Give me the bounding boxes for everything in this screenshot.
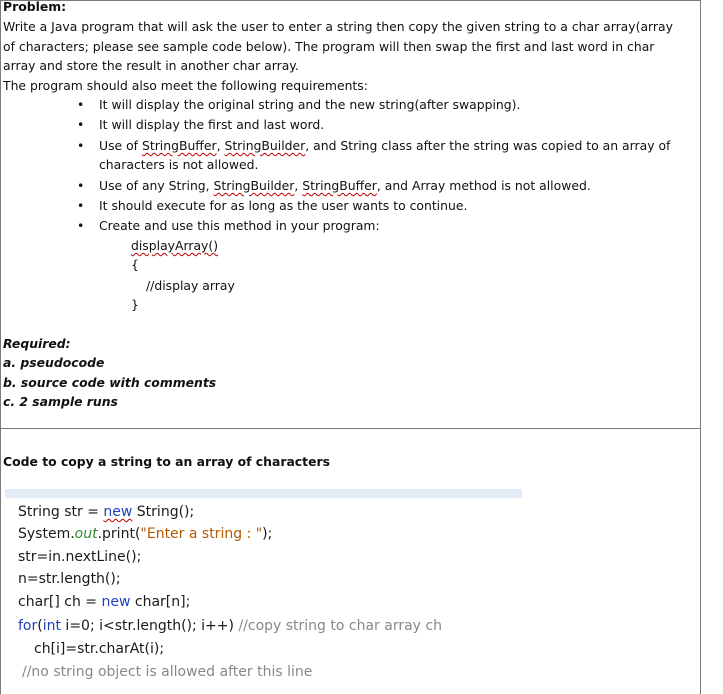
requirement-3 (99, 136, 670, 156)
bullet-icon: • (77, 97, 85, 112)
req3-stringbuffer: StringBuffer (141, 138, 217, 153)
code-line-4: n=str.length(); (18, 571, 121, 587)
code-heading: Code to copy a string to an array of characters (3, 454, 330, 469)
intro-line-1: Write a Java program that will ask the user to enter a string then copy the given string to a char array(array (3, 19, 673, 34)
code-token: i=0; i<str.length(); i++) (60, 618, 239, 634)
code-comment: //copy string to char array ch (238, 618, 442, 634)
required-heading: Required: (3, 336, 71, 351)
code-token: char[] ch = (18, 594, 102, 610)
bullet-icon: • (77, 117, 85, 132)
req4-sep: , (294, 178, 303, 193)
req3-text-a: Use of (99, 138, 142, 153)
brace-close: } (131, 297, 139, 312)
code-token: char[n]; (130, 594, 191, 610)
requirement-2: It will display the first and last word. (99, 117, 325, 132)
code-block-shading (5, 489, 522, 498)
code-field: out (74, 526, 98, 542)
code-line-3: str=in.nextLine(); (18, 549, 142, 565)
code-line-6 (18, 615, 442, 637)
code-line-1 (18, 501, 194, 523)
requirement-4 (99, 176, 591, 196)
intro-line-2: of characters; please see sample code below). The program will then swap the first and last word in char (3, 39, 655, 54)
bullet-icon: • (77, 218, 85, 233)
req3-sep: , (216, 138, 225, 153)
requirements-intro: The program should also meet the following requirements: (3, 78, 368, 93)
req4-stringbuffer: StringBuffer (302, 178, 377, 193)
code-string: "Enter a string : " (140, 526, 263, 542)
problem-heading: Problem: (3, 0, 67, 14)
code-line-5 (18, 591, 190, 613)
code-line-8: //no string object is allowed after this line (22, 664, 313, 680)
bullet-icon: • (77, 178, 85, 193)
code-keyword: for (18, 618, 38, 634)
bullet-icon: • (77, 138, 85, 153)
code-line-2 (18, 523, 272, 545)
code-token: ( (37, 618, 43, 634)
brace-open: { (131, 257, 139, 272)
required-a: a. pseudocode (3, 355, 105, 370)
required-b: b. source code with comments (3, 375, 217, 390)
code-keyword: new (101, 594, 131, 610)
requirement-1: It will display the original string and the new string(after swapping). (99, 97, 521, 112)
req4-text-b: , and Array method is not allowed. (376, 178, 591, 193)
code-token: .print( (97, 526, 141, 542)
req4-stringbuilder: StringBuilder (213, 178, 295, 193)
req3-stringbuilder: StringBuilder (224, 138, 306, 153)
code-token: String str = (18, 504, 104, 520)
bullet-icon: • (77, 198, 85, 213)
req3-text-b: , and String class after the string was copied to an array of (305, 138, 671, 153)
requirement-5: It should execute for as long as the user wants to continue. (99, 198, 468, 213)
intro-line-3: array and store the result in another char array. (3, 58, 299, 73)
code-token: ); (262, 526, 273, 542)
method-name: displayArray() (131, 238, 219, 253)
method-comment: //display array (146, 278, 235, 293)
code-token: System. (18, 526, 75, 542)
code-keyword: new (103, 504, 133, 520)
requirement-6: Create and use this method in your program: (99, 218, 380, 233)
code-keyword: int (42, 618, 61, 634)
req4-text-a: Use of any String, (99, 178, 214, 193)
code-line-7: ch[i]=str.charAt(i); (34, 641, 165, 657)
requirement-3-cont: characters is not allowed. (99, 157, 259, 172)
required-c: c. 2 sample runs (3, 394, 118, 409)
code-token: String(); (132, 504, 195, 520)
